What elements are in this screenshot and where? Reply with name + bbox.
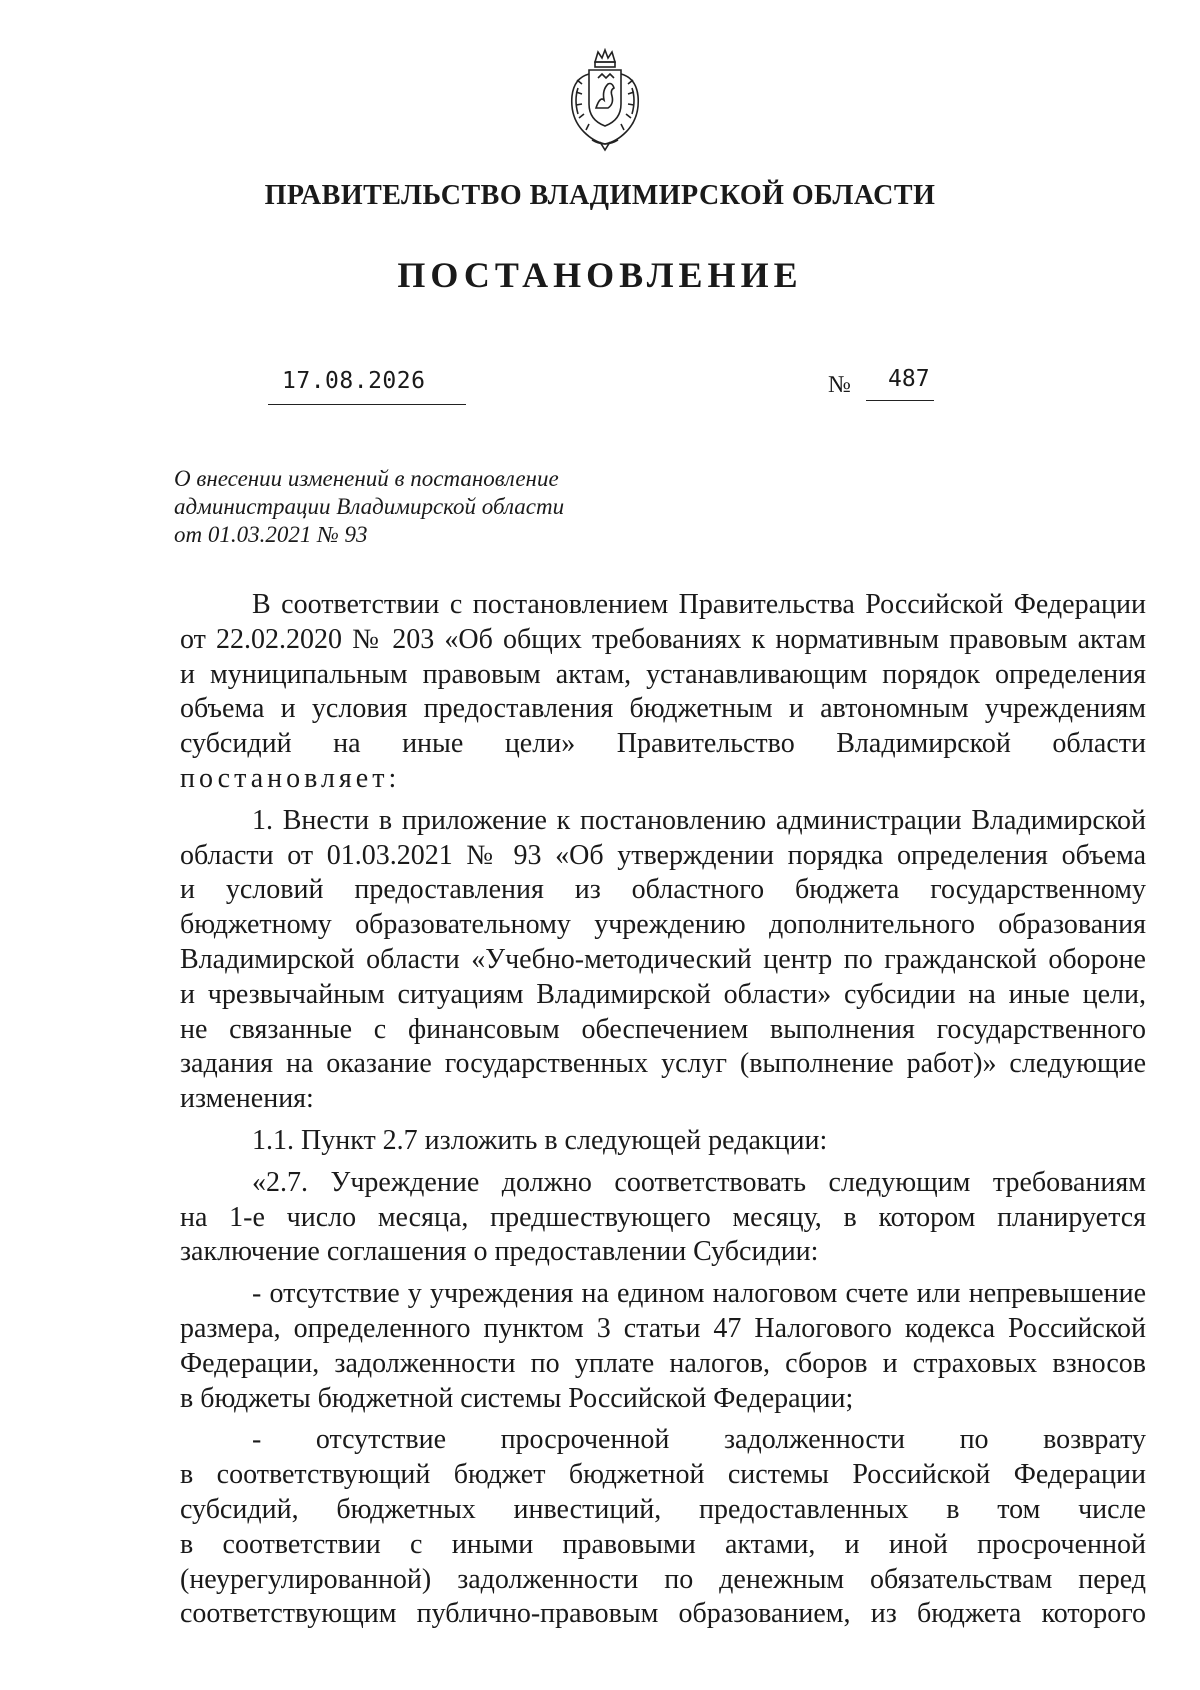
bullet1-line: - отсутствие у учреждения на едином налоговом счете или непревышение [252, 1278, 1146, 1310]
preamble-line: субсидий на иные цели» Правительство Владимирской области [180, 728, 1146, 760]
coat-of-arms-emblem [562, 48, 648, 152]
bullet2-line: в соответствии с иными правовыми актами, и иной просроченной [180, 1528, 1146, 1560]
item1-line: 1. Внести в приложение к постановлению администрации Владимирской [252, 804, 1146, 836]
preamble-line: объема и условия предоставления бюджетным и автономным учреждениям [180, 693, 1146, 725]
preamble-line: постановляет: [180, 762, 401, 794]
item1-1-line: 1.1. Пункт 2.7 изложить в следующей редакции: [252, 1124, 828, 1156]
item1-line: задания на оказание государственных услуг (выполнение работ)» следующие [180, 1048, 1146, 1080]
number-field [866, 368, 934, 401]
item1-line: бюджетному образовательному учреждению дополнительного образования [180, 909, 1146, 941]
item1-line: не связанные с финансовым обеспечением выполнения государственного [180, 1013, 1146, 1045]
item1-line: изменения: [180, 1083, 314, 1115]
subject-line: от 01.03.2021 № 93 [174, 522, 368, 547]
preamble-line: и муниципальным правовым актам, устанавливающим порядок определения [180, 658, 1146, 690]
organization-title: ПРАВИТЕЛЬСТВО ВЛАДИМИРСКОЙ ОБЛАСТИ [264, 180, 936, 211]
bullet2-line: соответствующим публично-правовым образованием, из бюджета которого [180, 1598, 1146, 1630]
bullet2-line: в соответствующий бюджет бюджетной системы Российской Федерации [180, 1459, 1146, 1491]
document-date: 17.08.2026 [282, 368, 426, 394]
subject-line: администрации Владимирской области [174, 494, 565, 519]
bullet2-line: субсидий, бюджетных инвестиций, предоставленных в том числе [180, 1493, 1146, 1525]
item1-line: и чрезвычайным ситуациям Владимирской области» субсидии на иные цели, [180, 978, 1146, 1010]
bullet1-line: Федерации, задолженности по уплате налогов, сборов и страховых взносов [180, 1347, 1146, 1379]
number-label: № [828, 372, 851, 398]
document-number: 487 [888, 366, 930, 392]
document-body [180, 588, 1146, 1632]
bullet1-line: в бюджеты бюджетной системы Российской Федерации; [180, 1382, 854, 1414]
item1-line: Владимирской области «Учебно-методический центр по гражданской обороне [180, 943, 1146, 975]
item2-7-line: на 1-е число месяца, предшествующего месяцу, в котором планируется [180, 1201, 1146, 1233]
item1-line: и условий предоставления из областного бюджета государственному [180, 874, 1146, 906]
date-field [268, 368, 466, 405]
subject-line: О внесении изменений в постановление [174, 466, 559, 491]
item2-7-line: заключение соглашения о предоставлении Субсидии: [180, 1236, 819, 1268]
bullet2-line: (неурегулированной) задолженности по денежным обязательствам перед [180, 1563, 1146, 1595]
item2-7-line: «2.7. Учреждение должно соответствовать следующим требованиям [252, 1166, 1146, 1198]
preamble-line: В соответствии с постановлением Правительства Российской Федерации [252, 589, 1146, 620]
preamble-line: от 22.02.2020 № 203 «Об общих требованиях к нормативным правовым актам [180, 623, 1146, 655]
bullet2-line: - отсутствие просроченной задолженности по возврату [252, 1424, 1146, 1456]
bullet1-line: размера, определенного пунктом 3 статьи 47 Налогового кодекса Российской [180, 1312, 1146, 1344]
item1-line: области от 01.03.2021 № 93 «Об утверждении порядка определения объема [180, 839, 1146, 871]
document-type-title: ПОСТАНОВЛЕНИЕ [397, 255, 803, 295]
document-subject [174, 465, 594, 549]
